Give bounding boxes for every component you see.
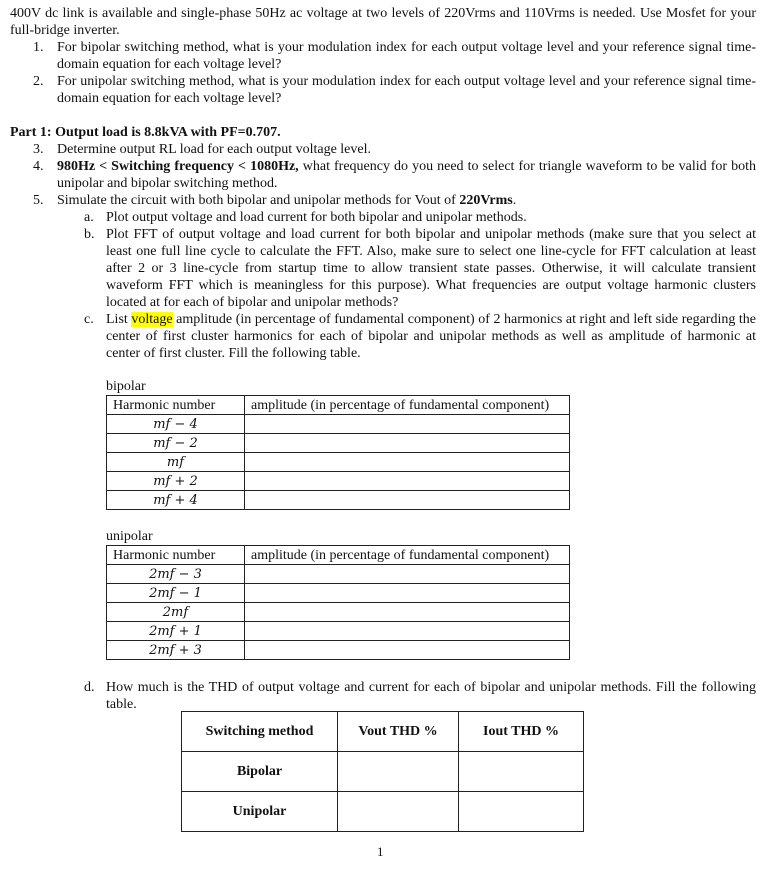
header-cell: Iout THD % [459,712,584,752]
q1-text: For bipolar switching method, what is your modulation index for each output voltage level and your reference signal time-domain equation for each voltage level? [57,40,756,72]
q4-body: what frequency do you need to select for triangle waveform to be valid for both unipolar and bipolar switching method. [57,159,756,191]
harmonic-cell: mf + 2 [107,472,245,491]
highlighted-word: voltage [131,312,173,327]
amplitude-cell[interactable] [245,584,570,603]
amplitude-cell[interactable] [245,472,570,491]
harmonic-cell: mf − 2 [107,434,245,453]
harmonic-cell: 2mf + 1 [107,622,245,641]
vout-thd-cell[interactable] [338,752,459,792]
header-cell: Harmonic number [107,546,245,565]
page-number: 1 [377,844,384,859]
unipolar-table [106,545,570,660]
qd-letter: d. [84,680,95,695]
table-row [107,603,570,622]
table-row [107,453,570,472]
header-cell: Switching method [182,712,338,752]
unipolar-label: unipolar [106,529,153,544]
header-cell: amplitude (in percentage of fundamental component) [245,396,570,415]
q5-body: Simulate the circuit with both bipolar and unipolar methods for Vout of [57,193,460,208]
q5-number: 5. [33,193,44,208]
qa-text: Plot output voltage and load current for both bipolar and unipolar methods. [106,210,527,225]
method-cell: Unipolar [182,792,338,832]
qc-body: amplitude (in percentage of fundamental component) of 2 harmonics at right and left side regarding the center of first cluster harmonics for each of bipolar and unipolar methods as well as amplitude of harmonic at center of first cluster. Fill the following table. [106,312,757,361]
vout-thd-cell[interactable] [338,792,459,832]
header-cell: Harmonic number [107,396,245,415]
harmonic-cell: 2mf − 3 [107,565,245,584]
table-row [107,434,570,453]
q5-end: . [512,193,517,208]
harmonic-cell: 2mf + 3 [107,641,245,660]
table-header-row [107,546,570,565]
table-header-row [107,396,570,415]
harmonic-cell: 2mf [107,603,245,622]
method-cell: Bipolar [182,752,338,792]
table-row [107,641,570,660]
q2-text: For unipolar switching method, what is your modulation index for each output voltage level and your reference signal time-domain equation for each voltage level? [57,74,756,106]
table-header-row [182,712,584,752]
amplitude-cell[interactable] [245,565,570,584]
qb-letter: b. [84,227,95,242]
thd-table [181,711,584,832]
table-row [182,792,584,832]
qc-letter: c. [84,312,94,327]
q1-number: 1. [33,40,44,55]
intro-paragraph: 400V dc link is available and single-phase 50Hz ac voltage at two levels of 220Vrms and 110Vrms is needed. Use Mosfet for your full-bridge inverter. [10,6,756,38]
amplitude-cell[interactable] [245,434,570,453]
amplitude-cell[interactable] [245,415,570,434]
iout-thd-cell[interactable] [459,752,584,792]
q3-number: 3. [33,142,44,157]
header-cell: Vout THD % [338,712,459,752]
bipolar-label: bipolar [106,379,146,394]
q5-voltage: 220Vrms [459,193,513,208]
qc-pre: List [106,312,132,327]
bipolar-table [106,395,570,510]
q2-number: 2. [33,74,44,89]
table-row [107,584,570,603]
part1-heading: Part 1: Output load is 8.8kVA with PF=0.707. [10,125,281,140]
qb-text: Plot FFT of output voltage and load current for both bipolar and unipolar methods (make sure that you select at least one full line cycle to calculate the FFT. Also, make sure to select one line-cycle for FFT calculation at least after 2 or 3 line-cycle from startup time to allow transient state passes. Otherwise, it will calculate transient waveform FFT which is meaningless for this purpose). What frequencies are output voltage harmonic clusters located at for each of bipolar and unipolar methods? [106,227,756,310]
qd-text: How much is the THD of output voltage and current for each of bipolar and unipolar methods. Fill the following table. [106,680,756,712]
table-row [182,752,584,792]
qc-text [106,311,756,362]
q4-frequency-range: 980Hz < Switching frequency < 1080Hz, [57,159,299,174]
iout-thd-cell[interactable] [459,792,584,832]
amplitude-cell[interactable] [245,453,570,472]
amplitude-cell[interactable] [245,491,570,510]
header-cell: amplitude (in percentage of fundamental component) [245,546,570,565]
table-row [107,472,570,491]
table-row [107,415,570,434]
q3-text: Determine output RL load for each output voltage level. [57,142,371,157]
amplitude-cell[interactable] [245,622,570,641]
table-row [107,622,570,641]
q4-number: 4. [33,159,44,174]
harmonic-cell: mf − 4 [107,415,245,434]
qa-letter: a. [84,210,94,225]
amplitude-cell[interactable] [245,641,570,660]
table-row [107,491,570,510]
harmonic-cell: mf + 4 [107,491,245,510]
amplitude-cell[interactable] [245,603,570,622]
q4-text [57,158,756,192]
harmonic-cell: 2mf − 1 [107,584,245,603]
harmonic-cell: mf [107,453,245,472]
q5-text [57,192,756,209]
table-row [107,565,570,584]
